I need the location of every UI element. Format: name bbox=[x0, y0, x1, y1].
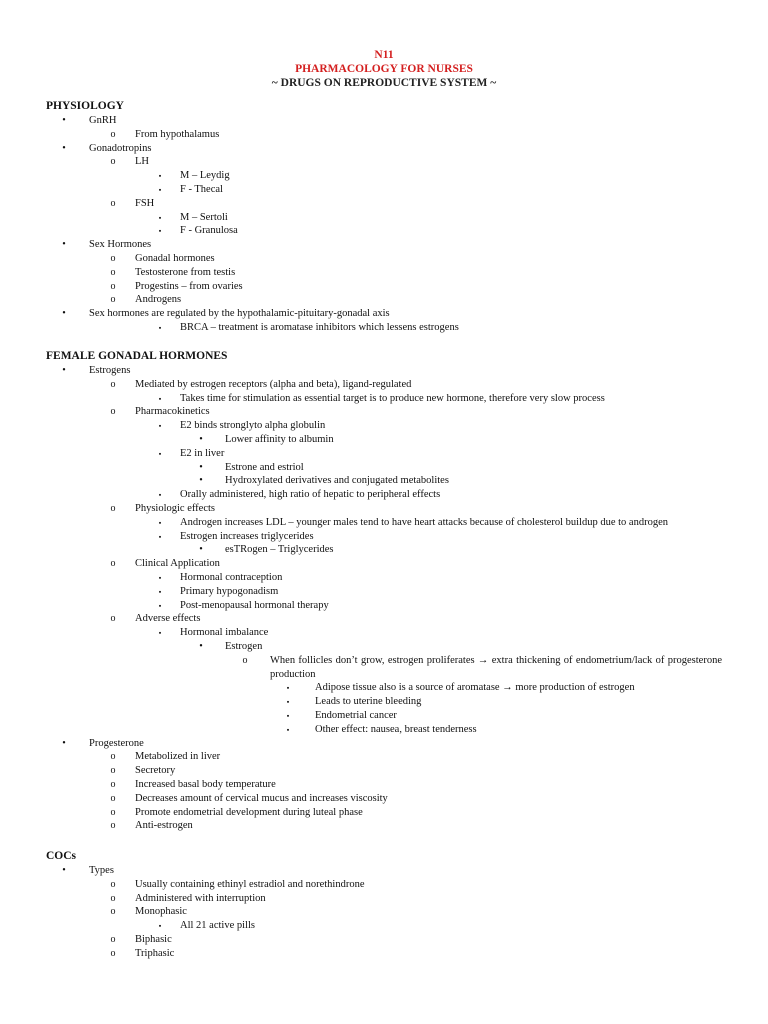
bullet-icon: • bbox=[199, 434, 203, 445]
square-bullet-icon: ▪ bbox=[158, 601, 162, 610]
list-item-text: Testosterone from testis bbox=[135, 266, 236, 278]
course-code: N11 bbox=[374, 49, 394, 61]
bullet-icon: • bbox=[62, 365, 66, 376]
bullet-icon: • bbox=[199, 461, 203, 473]
list-item-text: Sex Hormones bbox=[89, 239, 152, 251]
circle-bullet-icon: o bbox=[110, 792, 116, 804]
circle-bullet-icon: o bbox=[110, 906, 116, 918]
square-bullet-icon: ▪ bbox=[286, 712, 290, 720]
list-item-text: Primary hypogonadism bbox=[180, 585, 279, 597]
section-heading: FEMALE GONADAL HORMONES bbox=[46, 350, 228, 362]
circle-bullet-icon: o bbox=[110, 765, 116, 777]
list-item-text: Types bbox=[89, 865, 114, 876]
list-item-text: Orally administered, high ratio of hepatic to peripheral effects bbox=[180, 489, 441, 501]
circle-bullet-icon: o bbox=[110, 378, 116, 390]
square-bullet-icon: ▪ bbox=[158, 186, 162, 194]
circle-bullet-icon: o bbox=[110, 934, 116, 945]
list-item-text: GnRH bbox=[89, 115, 117, 126]
list-item-text: Post-menopausal hormonal therapy bbox=[180, 599, 329, 611]
square-bullet-icon: ▪ bbox=[286, 698, 290, 707]
square-bullet-icon: ▪ bbox=[158, 324, 162, 332]
list-item-text: Biphasic bbox=[135, 934, 172, 945]
course-title: PHARMACOLOGY FOR NURSES bbox=[295, 63, 473, 75]
square-bullet-icon: ▪ bbox=[158, 449, 162, 458]
square-bullet-icon: ▪ bbox=[158, 227, 162, 236]
circle-bullet-icon: o bbox=[110, 294, 116, 306]
circle-bullet-icon: o bbox=[110, 806, 116, 818]
square-bullet-icon: ▪ bbox=[158, 491, 162, 500]
square-bullet-icon: ▪ bbox=[158, 422, 162, 431]
circle-bullet-icon: o bbox=[110, 253, 116, 264]
bullet-icon: • bbox=[199, 641, 203, 652]
list-item-text: From hypothalamus bbox=[135, 128, 220, 140]
bullet-icon: • bbox=[62, 239, 66, 251]
list-item-text: LH bbox=[135, 156, 149, 168]
circle-bullet-icon: o bbox=[110, 406, 116, 418]
list-item-text: Estrogen increases triglycerides bbox=[180, 530, 314, 542]
list-item-text: Leads to uterine bleeding bbox=[315, 696, 422, 708]
list-item-text: When follicles don’t grow, estrogen proliferates → extra thickening of endometrium/lack of progesterone production bbox=[270, 654, 722, 680]
bullet-icon: • bbox=[62, 737, 66, 749]
list-item-text: Administered with interruption bbox=[135, 892, 266, 904]
list-item-text: Metabolized in liver bbox=[135, 751, 221, 763]
circle-bullet-icon: o bbox=[110, 558, 116, 570]
list-item-text: Estrogens bbox=[89, 365, 131, 376]
list-item-text: M – Sertoli bbox=[180, 211, 228, 223]
list-item-text: Secretory bbox=[135, 765, 176, 777]
list-item-text: Pharmacokinetics bbox=[135, 406, 210, 418]
list-item-text: Increased basal body temperature bbox=[135, 779, 276, 790]
list-item-text: Androgen increases LDL – younger males tend to have heart attacks because of cholesterol buildup due to androgen bbox=[180, 516, 668, 528]
list-item-text: Sex hormones are regulated by the hypothalamic-pituitary-gonadal axis bbox=[89, 308, 390, 320]
circle-bullet-icon: o bbox=[110, 156, 116, 168]
list-item-text: Progestins – from ovaries bbox=[135, 280, 243, 292]
square-bullet-icon: ▪ bbox=[158, 172, 162, 181]
list-item-text: Hydroxylated derivatives and conjugated metabolites bbox=[225, 475, 449, 487]
list-item-text: Usually containing ethinyl estradiol and norethindrone bbox=[135, 878, 365, 890]
square-bullet-icon: ▪ bbox=[158, 213, 162, 222]
topic-title: ~ DRUGS ON REPRODUCTIVE SYSTEM ~ bbox=[271, 77, 497, 89]
list-item-text: Estrone and estriol bbox=[225, 461, 304, 473]
list-item-text: Physiologic effects bbox=[135, 503, 216, 514]
list-item-text: Clinical Application bbox=[135, 558, 220, 570]
circle-bullet-icon: o bbox=[110, 503, 116, 514]
list-item-text: Hormonal contraception bbox=[180, 572, 283, 583]
list-item-text: F - Granulosa bbox=[180, 225, 238, 237]
list-item-text: esTRogen – Triglycerides bbox=[225, 544, 334, 556]
square-bullet-icon: ▪ bbox=[158, 922, 162, 931]
square-bullet-icon: ▪ bbox=[286, 684, 290, 693]
list-item-text: E2 binds stronglyto alpha globulin bbox=[180, 420, 326, 432]
circle-bullet-icon: o bbox=[110, 128, 116, 140]
list-item-text: Other effect: nausea, breast tenderness bbox=[315, 723, 477, 735]
circle-bullet-icon: o bbox=[110, 779, 116, 790]
list-item-text: Adverse effects bbox=[135, 613, 201, 625]
list-item-text: E2 in liver bbox=[180, 447, 225, 459]
list-item-text: Lower affinity to albumin bbox=[225, 434, 334, 445]
list-item-text: Estrogen bbox=[225, 641, 263, 652]
list-item-text: Monophasic bbox=[135, 906, 187, 918]
list-item-text: Promote endometrial development during luteal phase bbox=[135, 806, 363, 818]
circle-bullet-icon: o bbox=[110, 197, 116, 209]
circle-bullet-icon: o bbox=[110, 892, 116, 904]
bullet-icon: • bbox=[199, 475, 203, 487]
bullet-icon: • bbox=[62, 308, 66, 320]
bullet-icon: • bbox=[62, 115, 66, 126]
list-item-text: Takes time for stimulation as essential target is to produce new hormone, therefore very slow process bbox=[180, 392, 605, 404]
list-item-text: Gonadotropins bbox=[89, 142, 152, 154]
section-heading: COCs bbox=[46, 850, 77, 862]
square-bullet-icon: ▪ bbox=[158, 587, 162, 596]
square-bullet-icon: ▪ bbox=[158, 629, 162, 638]
list-item-text: Triphasic bbox=[135, 947, 175, 959]
bullet-icon: • bbox=[62, 865, 66, 876]
bullet-icon: • bbox=[62, 142, 66, 154]
square-bullet-icon: ▪ bbox=[158, 574, 162, 582]
list-item-text: Androgens bbox=[135, 294, 182, 306]
list-item-text: All 21 active pills bbox=[180, 920, 255, 932]
circle-bullet-icon: o bbox=[110, 613, 116, 625]
circle-bullet-icon: o bbox=[110, 878, 116, 890]
circle-bullet-icon: o bbox=[110, 280, 116, 292]
square-bullet-icon: ▪ bbox=[158, 518, 162, 527]
list-item-text: M – Leydig bbox=[180, 170, 230, 182]
list-item-text: F - Thecal bbox=[180, 184, 223, 195]
circle-bullet-icon: o bbox=[242, 654, 248, 666]
square-bullet-icon: ▪ bbox=[286, 725, 290, 734]
bullet-icon: • bbox=[199, 544, 203, 556]
square-bullet-icon: ▪ bbox=[158, 394, 162, 403]
square-bullet-icon: ▪ bbox=[158, 532, 162, 541]
list-item-text: FSH bbox=[135, 197, 155, 209]
list-item-text: Anti-estrogen bbox=[135, 820, 193, 832]
list-item-text: Endometrial cancer bbox=[315, 710, 397, 721]
circle-bullet-icon: o bbox=[110, 751, 116, 763]
list-item-text: Gonadal hormones bbox=[135, 253, 215, 264]
list-item-text: Mediated by estrogen receptors (alpha and beta), ligand-regulated bbox=[135, 378, 412, 390]
list-item-text: Adipose tissue also is a source of aromatase → more production of estrogen bbox=[315, 682, 635, 694]
section-heading: PHYSIOLOGY bbox=[46, 100, 124, 112]
list-item-text: Progesterone bbox=[89, 737, 144, 749]
list-item-text: BRCA – treatment is aromatase inhibitors which lessens estrogens bbox=[180, 322, 459, 333]
circle-bullet-icon: o bbox=[110, 266, 116, 278]
circle-bullet-icon: o bbox=[110, 820, 116, 832]
list-item-text: Decreases amount of cervical mucus and increases viscosity bbox=[135, 792, 388, 804]
circle-bullet-icon: o bbox=[110, 947, 116, 959]
list-item-text: Hormonal imbalance bbox=[180, 627, 269, 639]
